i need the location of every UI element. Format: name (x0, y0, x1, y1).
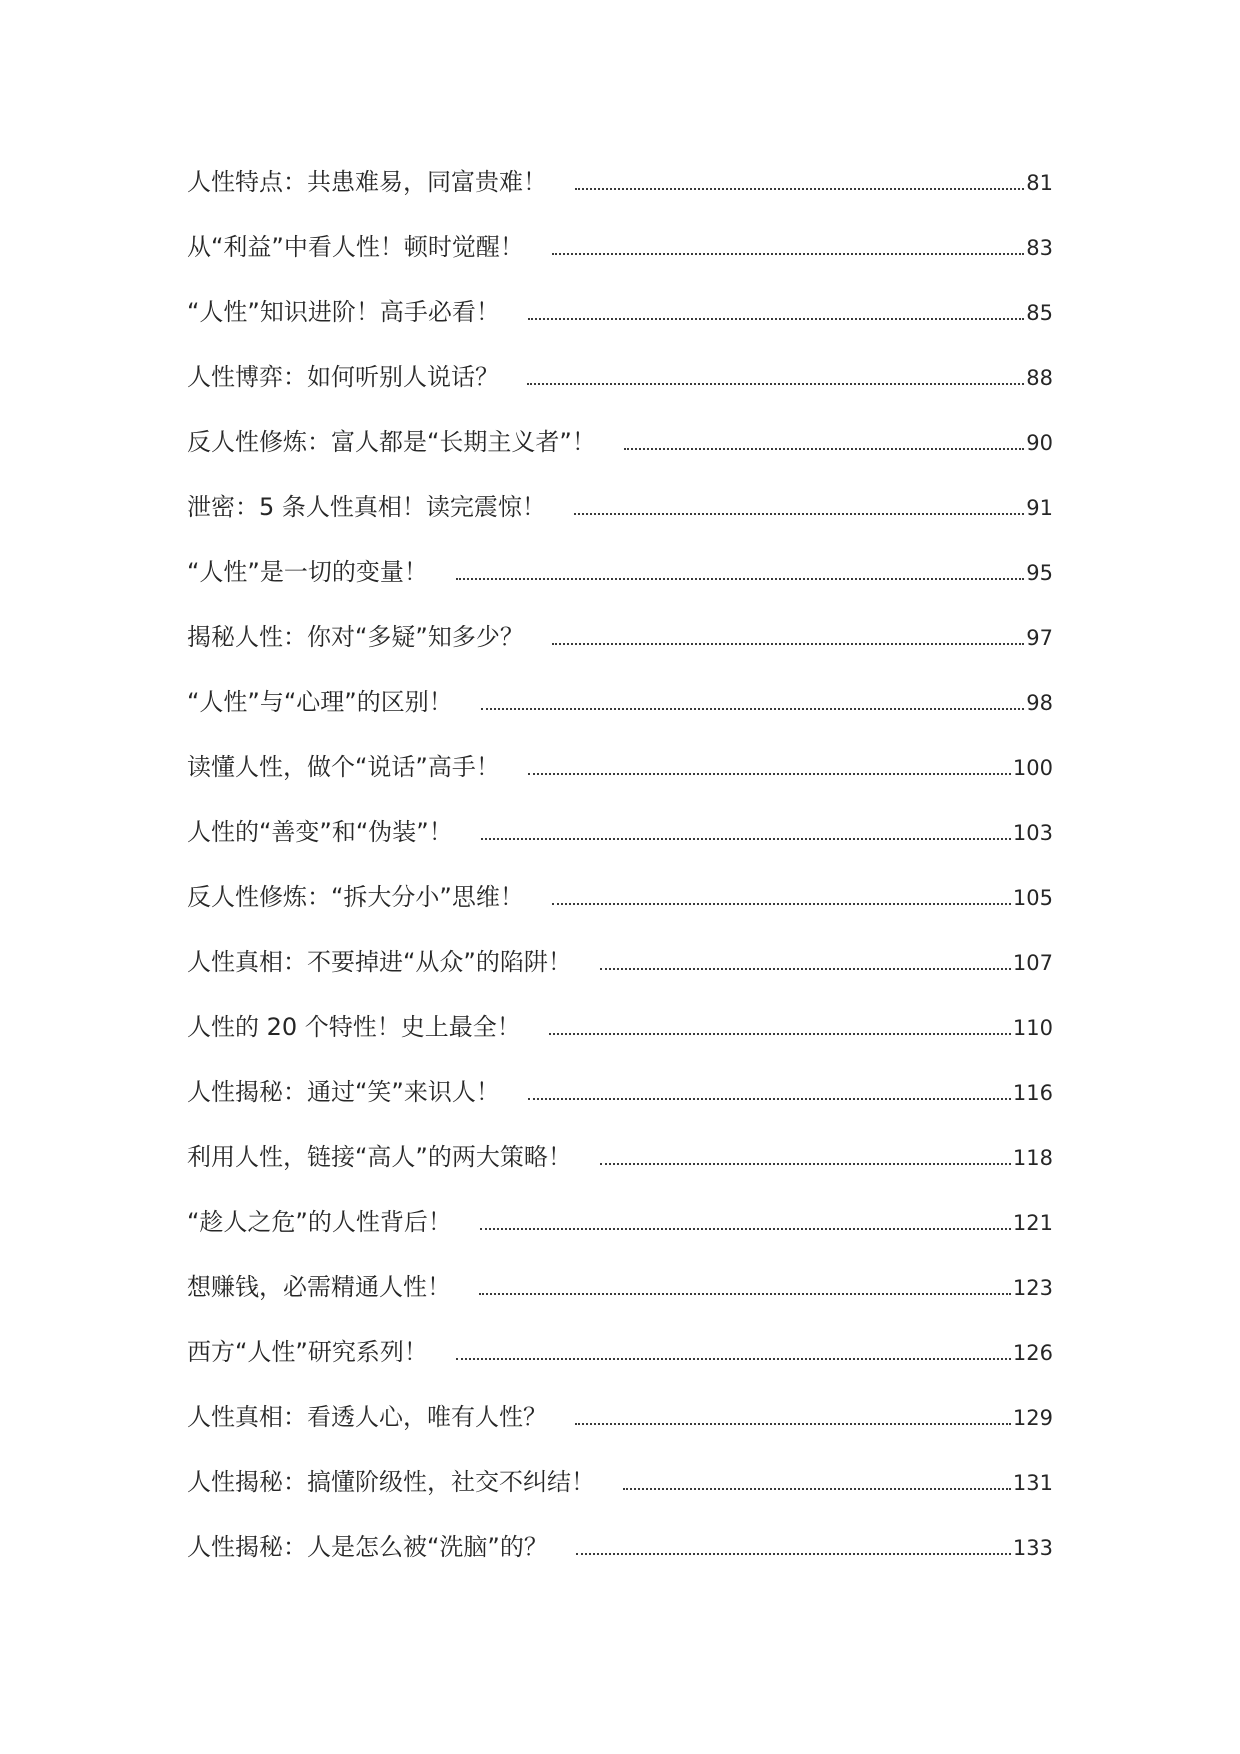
toc-entry[interactable] (187, 617, 1053, 682)
toc-entry-page-number: 83 (1026, 236, 1053, 260)
toc-entry-page-number: 97 (1026, 626, 1053, 650)
dot-leader (600, 1163, 1011, 1165)
toc-entry-title: 人性揭秘：人是怎么被“洗脑”的？ (187, 1533, 548, 1561)
dot-leader (552, 253, 1024, 255)
toc-entry-page-number: 131 (1012, 1471, 1053, 1495)
toc-entry-page-number: 129 (1012, 1406, 1053, 1430)
toc-entry[interactable] (187, 357, 1053, 422)
toc-entry-page-number: 100 (1012, 756, 1053, 780)
toc-entry-title: 人性的 20 个特性！史上最全！ (187, 1013, 521, 1041)
toc-entry-title: 人性真相：不要掉进“从众”的陷阱！ (187, 948, 572, 976)
toc-entry-title: 揭秘人性：你对“多疑”知多少？ (187, 623, 524, 651)
toc-entry-title: 西方“人性”研究系列！ (187, 1338, 428, 1366)
toc-entry-title: 人性特点：共患难易，同富贵难！ (187, 168, 547, 196)
toc-entry-title: 利用人性，链接“高人”的两大策略！ (187, 1143, 572, 1171)
dot-leader (481, 708, 1025, 710)
dot-leader (549, 1033, 1011, 1035)
toc-entry[interactable] (187, 877, 1053, 942)
toc-entry-title: “人性”是一切的变量！ (187, 558, 428, 586)
toc-entry[interactable] (187, 1332, 1053, 1397)
dot-leader (552, 903, 1011, 905)
toc-entry[interactable] (187, 682, 1053, 747)
toc-entry[interactable] (187, 747, 1053, 812)
toc-entry-page-number: 105 (1012, 886, 1053, 910)
toc-entry-title: “趁人之危”的人性背后！ (187, 1208, 452, 1236)
toc-entry-page-number: 121 (1012, 1211, 1053, 1235)
toc-entry-page-number: 118 (1012, 1146, 1053, 1170)
toc-entry[interactable] (187, 292, 1053, 357)
toc-entry[interactable] (187, 162, 1053, 227)
toc-entry-title: “人性”知识进阶！高手必看！ (187, 298, 500, 326)
toc-entry-page-number: 98 (1026, 691, 1053, 715)
toc-entry-page-number: 81 (1026, 171, 1053, 195)
toc-entry-page-number: 107 (1012, 951, 1053, 975)
dot-leader (552, 643, 1024, 645)
toc-entry[interactable] (187, 1007, 1053, 1072)
toc-entry-title: “人性”与“心理”的区别！ (187, 688, 453, 716)
toc-entry[interactable] (187, 1267, 1053, 1332)
toc-entry-page-number: 116 (1012, 1081, 1053, 1105)
toc-entry-title: 反人性修炼：“拆大分小”思维！ (187, 883, 524, 911)
dot-leader (528, 318, 1024, 320)
toc-entry[interactable] (187, 1527, 1053, 1592)
toc-entry-page-number: 88 (1026, 366, 1053, 390)
toc-entry[interactable] (187, 1072, 1053, 1137)
dot-leader (456, 1358, 1011, 1360)
toc-entry-title: 读懂人性，做个“说话”高手！ (187, 753, 500, 781)
dot-leader (624, 448, 1024, 450)
toc-entry-title: 人性揭秘：搞懂阶级性，社交不纠结！ (187, 1468, 595, 1496)
dot-leader (574, 513, 1024, 515)
toc-entry-page-number: 133 (1012, 1536, 1053, 1560)
toc-entry-page-number: 95 (1026, 561, 1053, 585)
toc-entry[interactable] (187, 422, 1053, 487)
toc-entry-page-number: 123 (1012, 1276, 1053, 1300)
toc-entry[interactable] (187, 812, 1053, 877)
dot-leader (479, 1293, 1011, 1295)
toc-entry[interactable] (187, 487, 1053, 552)
toc-entry[interactable] (187, 942, 1053, 1007)
toc-entry[interactable] (187, 1202, 1053, 1267)
toc-entry-title: 反人性修炼：富人都是“长期主义者”！ (187, 428, 596, 456)
toc-entry-page-number: 85 (1026, 301, 1053, 325)
toc-entry-title: 泄密：5 条人性真相！读完震惊！ (187, 493, 546, 521)
dot-leader (575, 1423, 1011, 1425)
table-of-contents (187, 162, 1053, 1592)
dot-leader (528, 1098, 1011, 1100)
toc-entry-title: 人性的“善变”和“伪装”！ (187, 818, 453, 846)
toc-entry-title: 想赚钱，必需精通人性！ (187, 1273, 451, 1301)
dot-leader (481, 838, 1011, 840)
dot-leader (623, 1488, 1011, 1490)
dot-leader (575, 188, 1024, 190)
toc-entry-title: 人性真相：看透人心，唯有人性？ (187, 1403, 547, 1431)
toc-entry-title: 人性揭秘：通过“笑”来识人！ (187, 1078, 500, 1106)
toc-entry[interactable] (187, 227, 1053, 292)
toc-entry[interactable] (187, 1462, 1053, 1527)
dot-leader (600, 968, 1011, 970)
toc-entry-page-number: 103 (1012, 821, 1053, 845)
dot-leader (456, 578, 1024, 580)
toc-entry[interactable] (187, 552, 1053, 617)
toc-entry-page-number: 126 (1012, 1341, 1053, 1365)
dot-leader (576, 1553, 1011, 1555)
toc-entry[interactable] (187, 1397, 1053, 1462)
dot-leader (528, 773, 1011, 775)
toc-entry-page-number: 110 (1012, 1016, 1053, 1040)
toc-entry[interactable] (187, 1137, 1053, 1202)
toc-entry-title: 从“利益”中看人性！顿时觉醒！ (187, 233, 524, 261)
toc-entry-page-number: 90 (1026, 431, 1053, 455)
dot-leader (480, 1228, 1011, 1230)
toc-entry-title: 人性博弈：如何听别人说话？ (187, 363, 499, 391)
toc-entry-page-number: 91 (1026, 496, 1053, 520)
dot-leader (527, 383, 1024, 385)
